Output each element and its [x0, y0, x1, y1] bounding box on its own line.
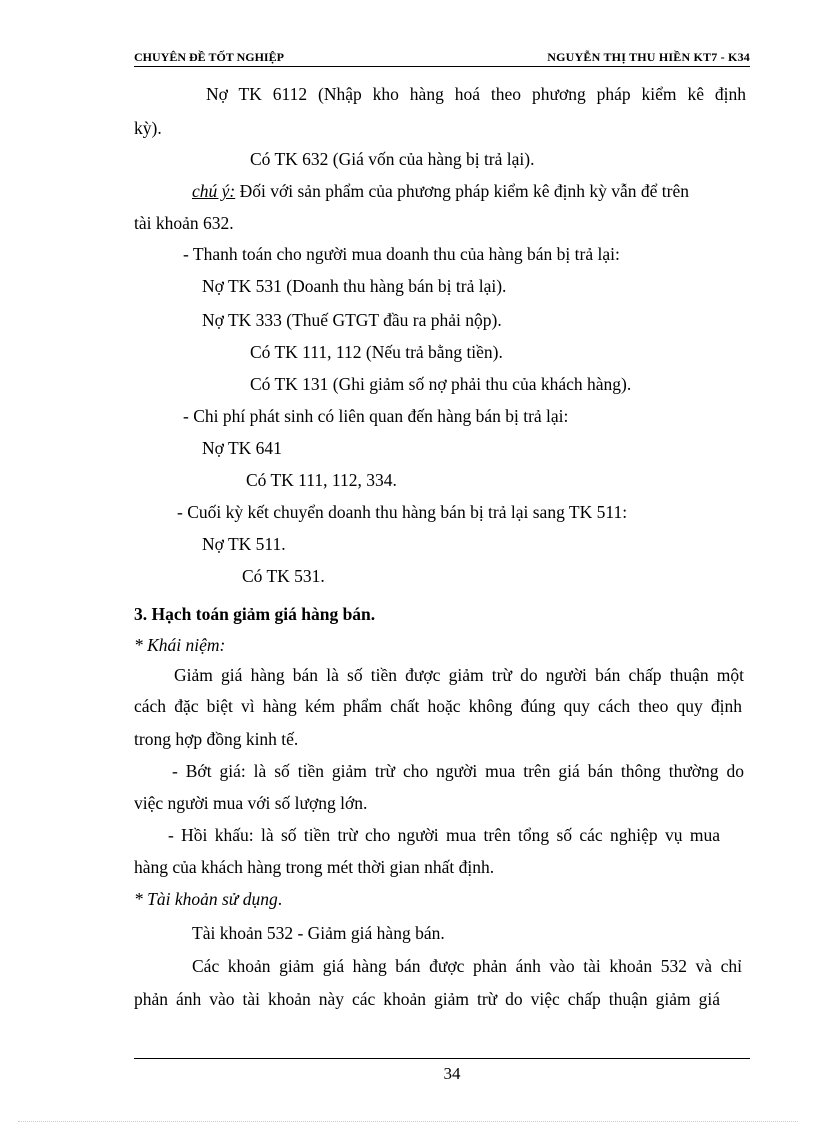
text-line: Nợ TK 641 — [202, 438, 282, 458]
header-title: CHUYÊN ĐỀ TỐT NGHIỆP — [134, 50, 284, 64]
note-text: Đối với sản phẩm của phương pháp kiểm kê định kỳ vẫn để trên — [235, 181, 689, 201]
text-line: Có TK 111, 112, 334. — [246, 470, 397, 490]
text-line: Tài khoản 532 - Giảm giá hàng bán. — [192, 923, 445, 943]
text-line: Có TK 131 (Ghi giảm số nợ phải thu của khách hàng). — [250, 374, 632, 394]
text-line: Nợ TK 531 (Doanh thu hàng bán bị trả lại). — [202, 276, 507, 296]
bullet-line: - Chi phí phát sinh có liên quan đến hàng bán bị trả lại: — [183, 406, 569, 426]
account-label-dot: . — [277, 889, 283, 909]
header-divider — [134, 66, 750, 67]
text-line: trong hợp đồng kinh tế. — [134, 729, 299, 749]
page-header — [134, 46, 750, 64]
text-line: kỳ). — [134, 118, 162, 138]
bullet-line: - Thanh toán cho người mua doanh thu của hàng bán bị trả lại: — [183, 244, 620, 264]
note-line — [192, 180, 689, 202]
text-line: Có TK 111, 112 (Nếu trả bằng tiền). — [250, 342, 503, 362]
text-line: Các khoản giảm giá hàng bán được phản ánh vào tài khoản 532 và chỉ — [192, 956, 742, 976]
concept-label: * Khái niệm: — [134, 635, 226, 655]
footer-divider — [134, 1058, 750, 1059]
text-line: việc người mua với số lượng lớn. — [134, 793, 368, 813]
note-label: chú ý: — [192, 181, 236, 201]
bullet-line: - Hồi khấu: là số tiền trừ cho người mua trên tổng số các nghiệp vụ mua — [168, 825, 720, 845]
section-heading: 3. Hạch toán giảm giá hàng bán. — [134, 604, 376, 624]
header-author: NGUYỄN THỊ THU HIỀN KT7 - K34 — [547, 50, 750, 64]
text-line: Nợ TK 6112 (Nhập kho hàng hoá theo phương pháp kiểm kê định — [206, 84, 746, 104]
text-line: Có TK 632 (Giá vốn của hàng bị trả lại). — [250, 149, 535, 169]
bullet-line: - Bớt giá: là số tiền giảm trừ cho người mua trên giá bán thông thường do — [172, 761, 744, 781]
page-bottom-dotted-line — [18, 1121, 798, 1122]
account-heading — [134, 888, 282, 910]
text-line: Có TK 531. — [242, 566, 325, 586]
page-number: 34 — [443, 1064, 461, 1083]
text-line: cách đặc biệt vì hàng kém phẩm chất hoặc không đúng quy cách theo quy định — [134, 696, 742, 716]
bullet-line: - Cuối kỳ kết chuyển doanh thu hàng bán bị trả lại sang TK 511: — [177, 502, 628, 522]
text-line: phản ánh vào tài khoản này các khoản giảm trừ do việc chấp thuận giảm giá — [134, 989, 720, 1009]
text-line: Giảm giá hàng bán là số tiền được giảm trừ do người bán chấp thuận một — [174, 665, 744, 685]
text-line: Nợ TK 511. — [202, 534, 286, 554]
text-line: Nợ TK 333 (Thuế GTGT đầu ra phải nộp). — [202, 310, 502, 330]
text-line: tài khoản 632. — [134, 213, 234, 233]
account-label: * Tài khoản sử dụng — [134, 889, 278, 909]
text-line: hàng của khách hàng trong mét thời gian nhất định. — [134, 857, 495, 877]
